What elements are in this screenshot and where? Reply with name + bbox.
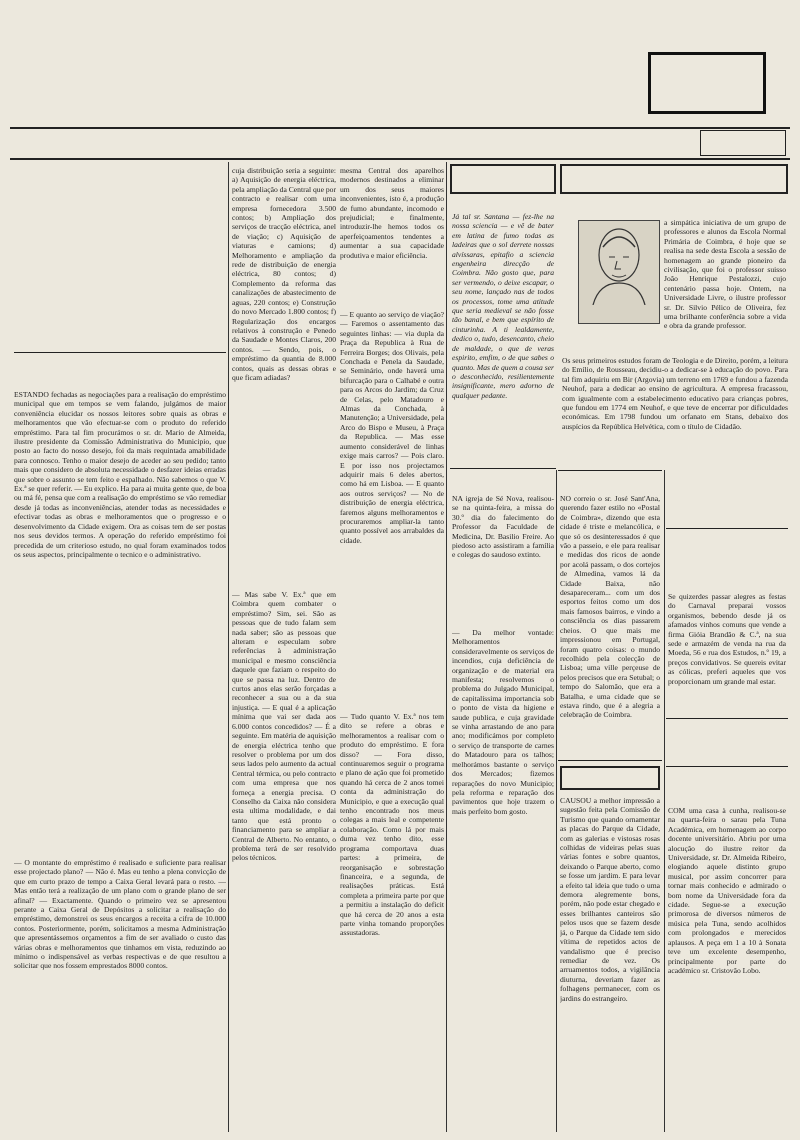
pestalozzi-title xyxy=(560,164,788,194)
redaction-info xyxy=(92,132,270,156)
portrait-illustration xyxy=(579,221,659,305)
pestalozzi-portrait xyxy=(578,220,660,324)
lead-body-col3a: mesma Central dos aparelhos modernos destinados a eliminar um dos seus maiores inconvenientes, isto é, a produção de fumo abundante, incomodo e prejudicial; e finalmente, introduzir-lhe hemos todos os aperfeiçoamentos tendentes a aumentar a sua capacidade produtiva e maior eficiência. xyxy=(340,166,444,260)
issue-number xyxy=(700,130,786,156)
obituary-body: NA igreja de Sé Nova, realisou-se na quinta-feira, a missa do 30.º dia do falecimento do Professor da Faculdade de Medicina, Dr. Basilio Freire. Ao piedoso acto assistiram a família e colegas do saudoso extinto. xyxy=(452,494,554,560)
golpes-rule xyxy=(450,468,556,469)
pestalozzi-body-main: Os seus primeiros estudos foram de Teologia e de Direito, porém, a leitura do Emílio, de Rousseau, decidiu-o a dedicar-se à educação do povo. Para tal fim adquiriu em Bir (Argovia) um terreno em 1769 e fundou a fazenda Neuhof, para a dedicar ao ensino de agricultura. A empresa fracassou, com igualmente com a estabelecimento educativo para crianças pobres, que fundou em 1774 em Neuhof, e que teve de encerrar por dificuldades económicas. Em 1798 fundou um orfanato em Stans, debaixo dos auspícios da República Helvética, com o título de Cidadão. xyxy=(562,356,788,431)
column-rule xyxy=(446,162,447,1132)
censor-box xyxy=(648,52,766,114)
column-rule xyxy=(664,470,665,1132)
ad-rule xyxy=(666,766,788,767)
column-rule xyxy=(228,162,229,1132)
sarau-body: COM uma casa à cunha, realisou-se na quarta-feira o sarau pela Tuna Académica, em homenagem ao corpo docente universitário. Abriu por uma alocução do ilustre reitor da Universidade, sr. Dr. Almeida Ribeiro, elogiando aquele distinto grupo musical, por assim concorrer para tornar mais conhecido e admirado o bom nome da Universidade fora da cidade. Segue-se a execução primorosa de diversos números de música pela Tuna, sendo acolhidos com prolongados e merecidos aplausos. A peça em 1 a 10 à Sonata teve um excelente desempenho, principalmente por parte do académico sr. Cristovão Lobo. xyxy=(668,806,786,975)
golpes-title xyxy=(450,164,556,194)
top-rule xyxy=(10,127,790,129)
ad-rule xyxy=(666,718,788,719)
lead-rule xyxy=(14,352,226,353)
masthead-title xyxy=(18,8,638,88)
golpes-body: Já tal sr. Santana — fez-lhe na nossa sciencia — e vê de bater em latina de fumo todas as ladeiras que o sol derrete nossas alvíssaras, epitafio a sciencia engenheira direcção de Coimbra. Não gosto que, para ser vermendo, o deixe escapar, o seu nome, lançado nas de todos os processos, tome uma atitude que seria medieval se não fosse tão banal, e bem que espírito de cinturinha. A ti lealdamente, dedico o, tudo, desencanto, cheio de maldade, o que de veras espirito, emfim, o de que sabes o quanto. Mas de quem a cousa ser o desconhecido, resilientemente insignificante, mero adorno de qualquer pedante. xyxy=(452,212,554,400)
lead-body-col3c: — Tudo quanto V. Ex.ª nos tem dito se refere a obras e melhoramentos a realisar com o produto do empréstimo. E fora disso? — Fora disso, continuaremos seguir o programa e plano de ação que foi prometido quando há cerca de 2 anos tomei conta da administração do Municipio, e que a execução qual tenho encontrado nos meus colegas a mais leal e competente colaboração. Como lá por mais duma vez tenho dito, esse programa comportava duas partes: a primeira, de reorganisação e sobrestação financeira, e a segunda, de realisações práticas. Está completa a primeira parte por que a permitiu a instalação do deficit que há cerca de 20 anos a esta parte vinha tomando proporções assustadoras. xyxy=(340,712,444,938)
column-rule xyxy=(556,470,557,1132)
lead-body-col1: ESTANDO fechadas as negociações para a realisação do empréstimo municipal que em tempos se vem falando, julgámos de maior conveniência elucidar os nossos leitores sobre quais as obras e melhoramentos que vão efectuar-se com o produto do referido empréstimo. Para tal fim procurámos o sr. dr. Mario de Almeida, ilustre presidente da Comissão Administrativa do Municipio, que posto ao facto do nosso desejo, foi da mais requintada amabilidade para connosco. Tenho o maior desejo de aceder ao seu pedido; tanto mais que considero de absoluta necessidade o desfazer ideias erradas que sobre o assunto se tem feito e espalhado. Não sabemos o que V. Ex.ª se quer referir. — Eu explico. Ha para ai muita gente que, de boa ou má fé, pensa que com a realisação do empréstimo se vão remediar desde já todas as inconveniências, atender todas as necessidades e efectivar todas as obras e melhoramentos que o progresso e o desenvolvimento da Cidade exigem. Ora as coisas tem de ser postas nos seus devidos termos. A operação do referido empréstimo foi precedida de um criterioso estudo, no qual foram examinados todos os seus aspectos, principalmente o tecnico e o administrativo. xyxy=(14,390,226,559)
lead-body-col1-continued: — O montante do empréstimo é realisado e suficiente para realisar esse projectado plano? — Não é. Mas eu tenho a plena convicção de que em curto prazo de tempo a Caixa Geral levará para o resto. — Mas então terá a realização de um plano com o grande plano de ser afinal? — Exactamente. Quando o primeiro vez se apresentou perante a Caixa Geral de Depósitos a solicitar a realisação do empréstimo, demonstrei os seus encargos a receita a cifra de 10.000 contos. Posteriormente, porém, solicitamos a mesma Administração que apresentássemos orçamentos a fim de ser avaliado o custo das várias obras e melhoramentos que tinhamos em vista, reduzindo ao mínimo o indispensável as verbas respectivas e de que resultou a solicitar que nos fossem emprestados 8000 contos. xyxy=(14,858,226,971)
lead-body-col2a: cuja distribuição seria a seguinte: a) Aquisição de energia eléctrica, pela ampliação da Central que por contracto e realisar com uma empresa fornecedora 3.500 contos; b) Ampliação dos serviços de tracção eléctrica, anel de viação; c) Aquisição de viaturas e camions; d) Melhoramento e ampliação da rede de distribuição de energia eléctrica, 80 contos; d) Complemento da reforma das canalizações de abastecimento de aguas, 220 contos; e) Construção do novo Mercado 1.800 contos; f) Regularização dos encargos relativos à construção e Penedo da Saudade e Montes Claros, 200 contos. — Sendo, pois, o empréstimo da quantia de 8.000 contos, quais as dessas obras e que ficam adiadas? xyxy=(232,166,336,382)
parque-top-rule xyxy=(558,760,662,761)
pestalozzi-body-side: a simpática iniciativa de um grupo de professores e alunos da Escola Normal Primária de Coimbra, é hoje que se realisa na sede desta Escola a sessão de homenagem ao grande pioneiro da civilisação, que foi o professor suisso João Henrique Pestalozzi, cujo centenário passa hoje. Ontem, na Universidade Livre, o ilustre professor sr. Dr. Silvio Pélico de Oliveira, fez uma brilhante conferência sobre a vida e obra da grande professor. xyxy=(664,218,786,331)
improvements-body: — Da melhor vontade: Melhoramentos consideravelmente os serviços de incendios, cuja deficiência de organização e de material era manifesta; resolvemos o problema do Julgado Municipal, de capitalíssima importancia sob o ponto de vista da higiene e saude publica, e cuja gravidade se vinha arrastando de ano para ano; modificámos por completo o serviço de transporte de carnes do Matadouro para os talhos; melhorámos bastante o serviço dos Mercados; fizemos reparações do novo Municipio; pela reforma e reparação dos pavimentos que hoje trazem o mais perfeito bom gosto. xyxy=(452,628,554,816)
workshops-info xyxy=(528,132,692,156)
postais-top-rule xyxy=(558,470,662,471)
header-bottom-rule xyxy=(10,158,790,160)
postais-body: NO correio o sr. José Sant'Ana, querendo fazer estilo no «Postal de Coimbra», dizendo que esta cidade é triste e melancólica, e que só os desinteressados é que vão a passeio, e ele para realisar e medidas dos ricos de aonde por acolá passam, o dos cortejos de Almedina, vamos lá da Cidade Baixa, não desapareceram... com um dos esportos feitos como um dos mais famosos bairros, e vindo a consciência os dias passarem cheios. O que mais me impressionou em Portugal, foram quatro coisas: o mundo recolhido pela colecção de Lisboa; uma ville perçeuse de pelos precisos que era Setubal; o tempo do Salomão, que era a Batalha, e uma cidade que se estava rindo, que é a alegria a celebração de Coimbra. xyxy=(560,494,660,720)
ad-interessa-body: Se quizerdes passar alegres as festas do Carnaval preparai vossos organismos, bebendo desde já os afamados vinhos comuns que vende a firma Gióia Brandão & C.ª, na sua sede e armazém de venda na rua da Moeda, 56 e rua dos Estudos, n.º 19, a preços convidativos. Se quereis evitar as cólicas, preferi aqueles que vos proporcionam um grande mal estar. xyxy=(668,592,786,686)
ad-rule xyxy=(666,528,788,529)
lead-body-col2b: — Mas sabe V. Ex.ª que em Coimbra quem combater o empréstimo? Sim, sei. São as pessoas que de tudo falam sem nada saber; são as pessoas que alteram e especulam sobre referências à administração municipal e mesmo consciência daquele que faziam o respeito do que se passa na luz. Dentro de curtos anos elas serão forçadas a reconhecer a sua ou a da sua injustiça. — E qual é a aplicação mínima que vai ser dada aos 6.000 contos concedidos? — É a seguinte. Em matéria de aquisição de energia eléctrica tenho que resolver o problema por um dos seus lados pelo aumento da actual Central térmica, ou pelo contracto com uma empresa que nos forneça a energia precisa. O Conselho da Caixa não considera esta ultima modalidade, e dai tanto que está pronto o financiamento para se ampliar a Central de Alberto. No entanto, o problema terá de ser resolvido pelos técnicos. xyxy=(232,590,336,863)
parque-body: CAUSOU a melhor impressão a sugestão feita pela Comissão de Turismo que quando ornamentar as placas do Parque da Cidade, com as galerias e vistosas rosas colhidas de videiras pelas suas várias fontes e sobre quantos, deixando o Parque aberto, como se fosse um jardim. E para levar a efeito tal ideia que tudo o uma demora alegremente bons, porém, não pode estar chegado e esses brilhantes canteiros são pelos usos que se fazem desde já, o Parque da Cidade tem sido vítima de repetidos actos de vandalismo que é preciso remediar de vez. Os arruamentos todos, a vigilância diuturna, deveriam fazer as folhagens permanecer, com os jardins do estrangeiro. xyxy=(560,796,660,1003)
lead-body-col3b: — E quanto ao serviço de viação? — Faremos o assentamento das seguintes linhas: — via dupla da Praça da Republica à Rua de Ferreira Borges; dos Olivais, pela Conchada e Penela da Saudade, se Seminário, onde haverá uma bifurcação para o Calhabé e outra para os Arcos do Jardim; da Cruz de Celas, pelo Matadouro e Almas da Conchada, à Manutenção; a Universidade, pela Arco do Bispo e Museu, à Praça da Republica. — Mas esse aumento considerável de linhas exige mais carros? — Pois claro. E por isso nos projectamos adquirir mais 6 deles abertos, como há em Lisboa. — E quanto aos outros serviços? — No de distribuição de energia eléctrica, faremos alguns melhoramentos e procuraremos ampliar-la tanto quanto possível aos arrabaldes da cidade. xyxy=(340,310,444,545)
parque-title xyxy=(560,766,660,790)
